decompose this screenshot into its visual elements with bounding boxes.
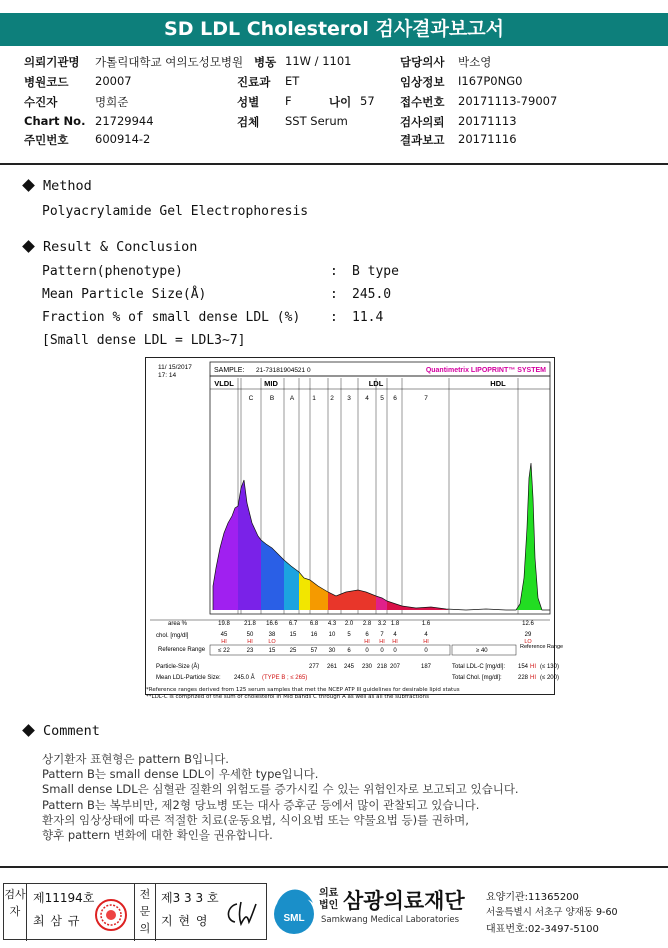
total-ldlc-flag: HI [530,664,536,670]
chart-value: 21729944 [95,114,154,128]
flag-value: HI [221,639,227,645]
specimen-value: SST Serum [285,114,348,128]
footnote: *Reference ranges derived from 125 serum samples that met the NCEP ATP III guidelines for desirable lipid status [146,687,460,693]
area-value: 6.7 [288,621,298,627]
org-prefix: 의료법인 [319,888,339,911]
institution-label: 의뢰기관명 [24,55,80,69]
chol-value: 16 [310,632,318,638]
diamond-bullet-icon [22,724,35,737]
age-label: 나이 [329,95,352,109]
flag-value: HI [423,639,429,645]
group-label-hdl: HDL [490,379,506,388]
band-c-area [238,480,261,610]
ref-value: 0 [424,648,428,654]
result-row: Pattern(phenotype) : B type [42,264,399,279]
ref-value: ≤ 22 [218,648,230,654]
vldl-area [213,506,238,610]
dept-value: ET [285,74,300,88]
receipt-value: 20171113-79007 [458,94,558,108]
chol-value: 7 [380,632,384,638]
report-value: 20171116 [458,132,517,146]
chart-label: Chart No. [24,114,86,128]
footnote: **LDL-C is comprized of the sum of cholesterol in Mid bands C through A as well as all the subfractions [146,694,429,700]
brand-text: Quantimetrix LIPOPRINT™ SYSTEM [425,367,546,374]
age-value: 57 [360,94,375,108]
area-value: 12.6 [522,621,534,627]
tester-name: 최 삼 규 [33,914,81,928]
comment-line: 향후 pattern 변화에 대한 확인을 권유합니다. [42,828,273,843]
size-value: 230 [361,664,373,670]
band-label: C [248,395,254,402]
report-label: 결과보고 [400,133,445,147]
chol-value: 38 [268,632,276,638]
seal-stamp-icon [94,898,128,932]
hospital-code-value: 20007 [95,74,132,88]
hospital-code-label: 병원코드 [24,75,69,89]
ref-value: 57 [310,648,318,654]
clinical-value: I167P0NG0 [458,74,523,88]
comment-line: 상기환자 표현형은 pattern B입니다. [42,752,229,766]
area-value: 19.8 [218,621,230,627]
address-line: 서울특별시 서초구 양재동 9-60 [486,907,618,918]
chol-value: 45 [220,632,228,638]
flag-value: HI [364,639,370,645]
size-value: 261 [326,664,338,670]
approver-number: 제3 3 3 호 [161,891,219,905]
area-value: 21.8 [244,621,256,627]
group-label-vldl: VLDL [214,379,234,388]
comment-line: Pattern B는 small dense LDL이 우세한 type입니다. [42,767,319,782]
band-label: 6 [393,395,397,402]
signature-icon [223,898,259,928]
chol-value: 15 [289,632,297,638]
method-text: Polyacrylamide Gel Electrophoresis [42,204,309,219]
chol-value: 4 [393,632,397,638]
report-title: SD LDL Cholesterol 검사결과보고서 [0,13,668,46]
area-value: 2.0 [344,621,354,627]
request-label: 검사의뢰 [400,115,445,129]
area-label: area % [168,621,188,627]
sex-value: F [285,94,292,108]
patient-label: 수진자 [24,95,58,109]
ref-value: 25 [289,648,297,654]
patient-value: 명희준 [95,95,129,109]
ref-label: Reference Range [158,647,206,653]
ldl2-area [310,580,328,610]
ref-value: 30 [328,648,336,654]
diamond-bullet-icon [22,240,35,253]
divider-top [0,163,668,165]
hdl-ref: ≥ 40 [476,648,488,654]
flag-value: LO [268,639,276,645]
size-value: 218 [376,664,388,670]
comment-line: Small dense LDL은 심혈관 질환의 위험도를 증가시킬 수 있는 위험인자로 보고되고 있습니다. [42,782,519,797]
band-label: B [269,395,275,402]
chart-time: 17: 14 [158,372,177,379]
chart-footnotes [146,687,566,701]
sml-logo-icon [271,883,317,939]
diamond-bullet-icon [22,179,35,192]
chol-value: 50 [246,632,254,638]
chol-value: 29 [524,632,532,638]
area-value: 4.3 [327,621,337,627]
approver-label: 전문의 [134,884,156,941]
size-label: Particle-Size (Å) [156,664,200,670]
band-a-area [284,560,299,610]
logo-text: SML [283,913,305,924]
ref-value: 15 [268,648,276,654]
lipoprint-svg [146,358,564,694]
result-row: Mean Particle Size(Å) : 245.0 [42,287,392,302]
flag-value: HI [247,639,253,645]
idnum-label: 주민번호 [24,133,69,147]
institution-value: 가톨릭대학교 여의도성모병원 [95,55,244,69]
org-name: 삼광의료재단 [343,889,465,913]
sample-label: SAMPLE: [214,367,245,374]
chol-value: 4 [424,632,428,638]
total-ldlc-label: Total LDL-C [mg/dl]: [452,664,506,670]
total-chol-ref: (≤ 200) [540,675,559,681]
chol-label: chol. [mg/dl] [156,633,189,639]
specimen-label: 검체 [237,115,260,129]
chart-date: 11/ 15/2017 [158,364,192,371]
sex-label: 성별 [237,95,260,109]
total-ldlc-value: 154 [518,664,529,670]
area-value: 2.8 [362,621,372,627]
size-value: 207 [389,664,401,670]
area-value: 1.8 [390,621,400,627]
band-label: 4 [365,395,369,402]
ldl1-area [299,572,310,610]
ref-value: 0 [365,648,369,654]
chol-value: 5 [347,632,351,638]
ref-value: 0 [393,648,397,654]
ref-label-right: Reference Range [520,644,564,650]
group-label-ldl: LDL [368,379,384,388]
band-label: A [289,395,295,402]
band-label: 2 [330,395,334,402]
size-value: 245 [343,664,355,670]
flag-value: HI [379,639,385,645]
doctor-label: 담당의사 [400,55,445,69]
sample-id: 21-73181904521 0 [256,367,311,374]
mean-size-type: (TYPE B ; ≤ 265) [262,675,308,681]
comment-line: Pattern B는 복부비만, 제2형 당뇨병 또는 대사 증후군 등에서 많이 관찰되고 있습니다. [42,797,480,812]
band-label: 7 [424,395,428,402]
request-value: 20171113 [458,114,517,128]
clinical-label: 임상정보 [400,75,445,89]
ref-value: 6 [347,648,351,654]
tester-number: 제11194호 [33,891,95,905]
ward-value: 11W / 1101 [285,54,352,68]
comment-body [42,752,519,843]
area-value: 3.2 [377,621,387,627]
tester-label: 검사자 [4,884,27,941]
result-row: Fraction % of small dense LDL (%) : 11.4 [42,310,384,325]
size-value: 277 [308,664,320,670]
idnum-value: 600914-2 [95,132,151,146]
doctor-value: 박소영 [458,55,492,69]
comment-heading: Comment [22,723,100,739]
approver-name: 지 현 영 [161,914,209,928]
receipt-label: 접수번호 [400,95,445,109]
mean-size-value: 245.0 Å [234,675,255,681]
flag-value: LO [524,639,532,645]
method-heading: Method [22,178,92,194]
ref-value: 23 [246,648,254,654]
result-heading: Result & Conclusion [22,239,197,255]
code-line: 요양기관:11365200 [486,892,579,903]
chol-value: 10 [328,632,336,638]
ldl6-7-area [387,601,449,610]
ref-value: 0 [380,648,384,654]
band-label: 1 [312,395,316,402]
phone-line: 대표번호:02-3497-5100 [486,924,599,935]
divider-bottom [0,866,668,868]
total-ldlc-ref: (≤ 130) [540,664,559,670]
area-value: 6.8 [309,621,319,627]
total-chol-value: 228 [518,675,529,681]
dept-label: 진료과 [237,75,271,89]
signature-footer [3,879,665,945]
group-label-mid: MID [264,379,278,388]
mean-size-label: Mean LDL-Particle Size: [156,675,221,681]
size-value: 187 [420,664,432,670]
flag-value: HI [392,639,398,645]
band-label: 3 [347,395,351,402]
lipoprint-chart [145,357,564,695]
area-value: 1.6 [421,621,431,627]
area-value: 16.6 [266,621,278,627]
total-chol-label: Total Chol. [mg/dl]: [452,675,502,681]
band-label: 5 [380,395,384,402]
total-chol-flag: HI [530,675,536,681]
comment-line: 환자의 임상상태에 따른 적절한 치료(운동요법, 식이요법 또는 약물요법 등)를 권하며, [42,812,469,827]
band-b-area [261,540,284,610]
sdldl-note: [Small dense LDL = LDL3~7] [42,333,246,348]
ward-label: 병동 [254,55,277,69]
chol-value: 6 [365,632,369,638]
org-en: Samkwang Medical Laboratories [321,915,460,925]
